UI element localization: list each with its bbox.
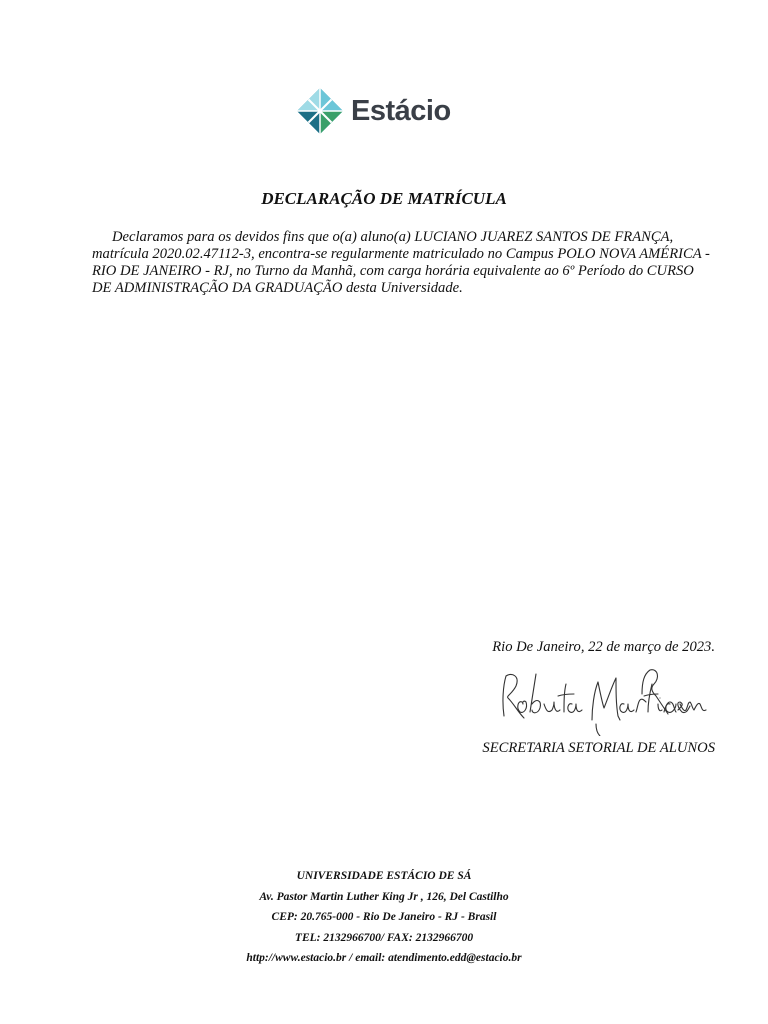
footer-cep: CEP: 20.765-000 - Rio De Janeiro - RJ - Brasil <box>271 911 497 923</box>
handwritten-signature <box>492 664 716 736</box>
footer-institution: UNIVERSIDADE ESTÁCIO DE SÁ <box>296 870 472 882</box>
footer-phone: TEL: 2132966700/ FAX: 2132966700 <box>294 931 474 944</box>
logo-wordmark: Estácio <box>351 94 451 127</box>
footer-web-email: http://www.estacio.br / email: atendimento.edd@estacio.br <box>246 952 522 964</box>
footer-address: Av. Pastor Martin Luther King Jr , 126, Del Castilho <box>259 890 509 903</box>
declaration-body: Declaramos para os devidos fins que o(a) aluno(a) LUCIANO JUAREZ SANTOS DE FRANÇA, matrícula 2020.02.47112-3, encontra-se regularmente matriculado no Campus POLO NOVA AMÉRICA - RIO DE JANEIRO - RJ, no Turno da Manhã, com carga horária equivalente ao 6º Período do CURSO DE ADMINISTRAÇÃO DA GRADUAÇÃO desta Universidade. <box>92 229 710 296</box>
signatory-sector: SECRETARIA SETORIAL DE ALUNOS <box>482 740 715 756</box>
date-line: Rio De Janeiro, 22 de março de 2023. <box>492 639 715 655</box>
footer <box>0 866 768 969</box>
estacio-cube-icon <box>295 86 345 136</box>
document-title: DECLARAÇÃO DE MATRÍCULA <box>261 189 507 208</box>
estacio-logo <box>295 84 475 138</box>
